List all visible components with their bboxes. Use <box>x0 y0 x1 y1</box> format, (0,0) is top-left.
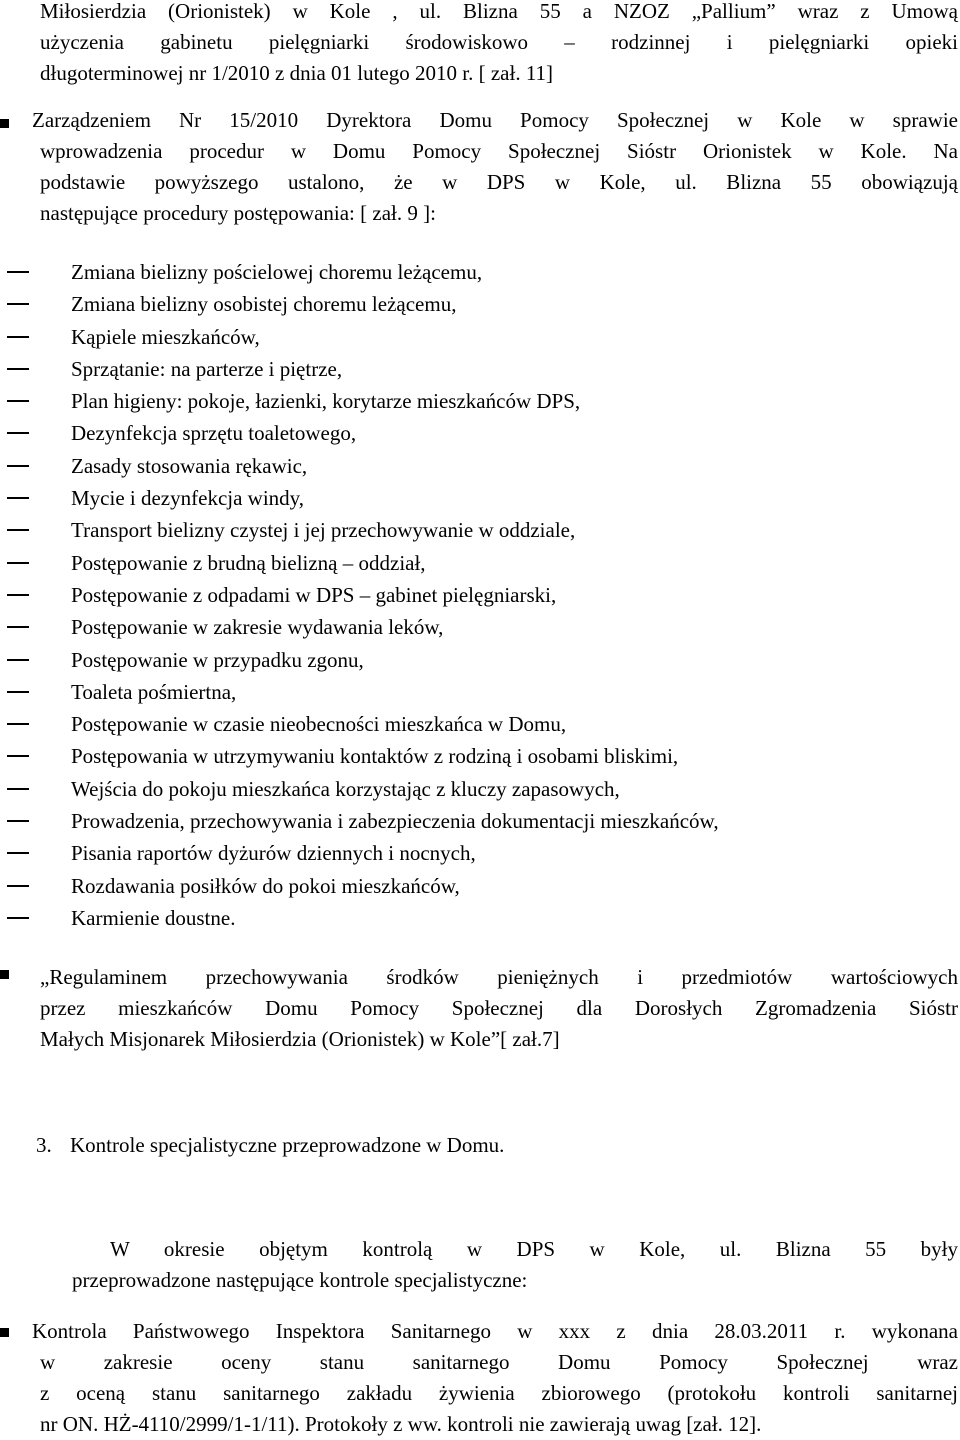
kontrola-paragraph <box>32 1316 958 1440</box>
list-item-label: Kąpiele mieszkańców, <box>71 324 260 349</box>
text-line: Małych Misjonarek Miłosierdzia (Orionistek) w Kole”[ zał.7] <box>40 1027 560 1051</box>
list-item <box>0 385 960 417</box>
list-item-label: Mycie i dezynfekcja windy, <box>71 486 305 511</box>
list-item <box>0 805 960 837</box>
list-item <box>0 870 960 902</box>
dash-bullet-icon <box>7 529 29 531</box>
dash-bullet-icon <box>7 852 29 854</box>
dash-bullet-icon <box>7 497 29 499</box>
kontrole-intro-paragraph <box>72 1234 958 1296</box>
dash-bullet-icon <box>7 303 29 305</box>
procedures-list <box>0 256 960 934</box>
text-line: Zarządzeniem Nr 15/2010 Dyrektora Domu Pomocy Społecznej w Kole w sprawie <box>32 108 958 132</box>
list-item <box>0 708 960 740</box>
list-item <box>0 288 960 320</box>
dash-bullet-icon <box>7 755 29 757</box>
list-item-label: Sprzątanie: na parterze i piętrze, <box>71 356 343 381</box>
text-line: podstawie powyższego ustalono, że w DPS w Kole, ul. Blizna 55 obowiązują <box>40 170 958 194</box>
list-item <box>0 482 960 514</box>
list-item <box>0 611 960 643</box>
list-item-label: Zmiana bielizny osobistej choremu leżącemu, <box>71 292 457 317</box>
text-line: przeprowadzone następujące kontrole specjalistyczne: <box>72 1268 528 1292</box>
list-item-label: Postępowanie z odpadami w DPS – gabinet pielęgniarski, <box>71 582 557 607</box>
list-item-label: Zasady stosowania rękawic, <box>71 453 308 478</box>
list-item-label: Postępowanie w zakresie wydawania leków, <box>71 615 444 640</box>
list-item <box>0 417 960 449</box>
text-line: Miłosierdzia (Orionistek) w Kole , ul. Blizna 55 a NZOZ „Pallium” wraz z Umową <box>40 0 958 23</box>
list-item <box>0 256 960 288</box>
square-bullet-icon <box>0 119 9 128</box>
list-item <box>0 579 960 611</box>
dash-bullet-icon <box>7 336 29 338</box>
dash-bullet-icon <box>7 659 29 661</box>
text-line: z oceną stanu sanitarnego zakładu żywienia zbiorowego (protokołu kontroli sanitarnej <box>40 1381 958 1405</box>
dash-bullet-icon <box>7 368 29 370</box>
list-item <box>0 644 960 676</box>
dash-bullet-icon <box>7 691 29 693</box>
text-line: Kontrola Państwowego Inspektora Sanitarnego w xxx z dnia 28.03.2011 r. wykonana <box>32 1319 958 1343</box>
dash-bullet-icon <box>7 626 29 628</box>
list-item-label: Prowadzenia, przechowywania i zabezpieczenia dokumentacji mieszkańców, <box>71 809 719 834</box>
section-title: Kontrole specjalistyczne przeprowadzone w Domu. <box>70 1133 505 1157</box>
zarzadzenie-paragraph <box>32 105 958 229</box>
dash-bullet-icon <box>7 432 29 434</box>
list-item <box>0 353 960 385</box>
text-line: w zakresie oceny stanu sanitarnego Domu Pomocy Społecznej wraz <box>40 1350 958 1374</box>
dash-bullet-icon <box>7 465 29 467</box>
list-item <box>0 902 960 934</box>
text-line: przez mieszkańców Domu Pomocy Społecznej dla Dorosłych Zgromadzenia Sióstr <box>40 996 958 1020</box>
text-line: długoterminowej nr 1/2010 z dnia 01 lutego 2010 r. [ zał. 11] <box>40 61 554 85</box>
list-item-label: Karmienie doustne. <box>71 905 236 930</box>
square-bullet-icon <box>0 1328 9 1337</box>
list-item <box>0 321 960 353</box>
section-heading <box>36 1130 504 1161</box>
dash-bullet-icon <box>7 820 29 822</box>
list-item-label: Plan higieny: pokoje, łazienki, korytarze mieszkańców DPS, <box>71 389 581 414</box>
text-line: „Regulaminem przechowywania środków pieniężnych i przedmiotów wartościowych <box>40 965 958 989</box>
list-item-label: Toaleta pośmiertna, <box>71 679 237 704</box>
list-item-label: Dezynfekcja sprzętu toaletowego, <box>71 421 357 446</box>
list-item-label: Pisania raportów dyżurów dziennych i nocnych, <box>71 841 476 866</box>
square-bullet-icon <box>0 970 9 979</box>
dash-bullet-icon <box>7 723 29 725</box>
dash-bullet-icon <box>7 594 29 596</box>
list-item <box>0 676 960 708</box>
list-item <box>0 773 960 805</box>
list-item <box>0 547 960 579</box>
text-line: wprowadzenia procedur w Domu Pomocy Społecznej Sióstr Orionistek w Kole. Na <box>40 139 958 163</box>
list-item-label: Wejścia do pokoju mieszkańca korzystając z kluczy zapasowych, <box>71 776 620 801</box>
text-line: nr ON. HŻ-4110/2999/1-1/11). Protokoły z ww. kontroli nie zawierają uwag [zał. 12]. <box>40 1412 762 1436</box>
regulamin-paragraph <box>40 962 958 1055</box>
list-item-label: Rozdawania posiłków do pokoi mieszkańców, <box>71 873 460 898</box>
intro-paragraph <box>40 0 958 89</box>
list-item <box>0 514 960 546</box>
dash-bullet-icon <box>7 271 29 273</box>
list-item-label: Postępowanie z brudną bielizną – oddział, <box>71 550 426 575</box>
dash-bullet-icon <box>7 788 29 790</box>
dash-bullet-icon <box>7 562 29 564</box>
list-item-label: Postępowania w utrzymywaniu kontaktów z rodziną i osobami bliskimi, <box>71 744 679 769</box>
list-item-label: Zmiana bielizny pościelowej choremu leżącemu, <box>71 260 483 284</box>
list-item <box>0 450 960 482</box>
list-item-label: Postępowanie w czasie nieobecności mieszkańca w Domu, <box>71 712 567 737</box>
list-item <box>0 837 960 869</box>
dash-bullet-icon <box>7 885 29 887</box>
section-number: 3. <box>36 1133 52 1157</box>
list-item-label: Postępowanie w przypadku zgonu, <box>71 647 364 672</box>
list-item-label: Transport bielizny czystej i jej przechowywanie w oddziale, <box>71 518 576 543</box>
dash-bullet-icon <box>7 400 29 402</box>
dash-bullet-icon <box>7 917 29 919</box>
list-item <box>0 740 960 772</box>
text-line: użyczenia gabinetu pielęgniarki środowiskowo – rodzinnej i pielęgniarki opieki <box>40 30 958 54</box>
text-line: W okresie objętym kontrolą w DPS w Kole, ul. Blizna 55 były <box>110 1237 958 1261</box>
text-line: następujące procedury postępowania: [ zał. 9 ]: <box>40 201 436 225</box>
